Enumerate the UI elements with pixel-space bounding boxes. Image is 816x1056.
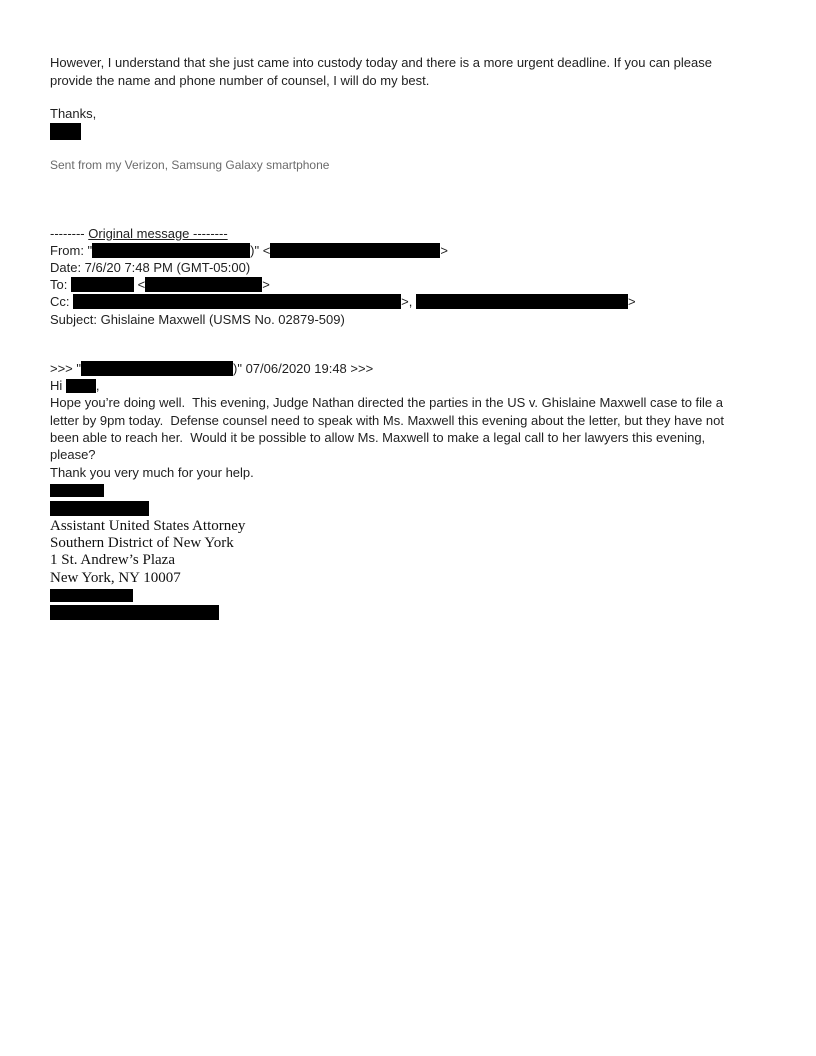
- attribution-prefix: >>> ": [50, 360, 82, 376]
- quote-attribution-line: [50, 360, 776, 377]
- body-line: been able to reach her. Would it be possible to allow Ms. Maxwell to make a legal call to her lawyers this evening,: [50, 429, 706, 445]
- from-separator: )" <: [250, 242, 271, 258]
- redaction-bar: [81, 361, 233, 376]
- subject-line: Subject: Ghislaine Maxwell (USMS No. 02879-509): [50, 311, 345, 327]
- redaction-bar: [66, 379, 96, 393]
- signature-line: Assistant United States Attorney: [50, 517, 246, 534]
- signature-line: 1 St. Andrew’s Plaza: [50, 552, 175, 569]
- redaction-bar: [73, 294, 401, 309]
- redaction-bar: [270, 243, 440, 258]
- date-line: Date: 7/6/20 7:48 PM (GMT-05:00): [50, 259, 251, 275]
- original-message-header: [50, 225, 776, 328]
- cc-separator: >,: [401, 294, 416, 310]
- divider-label: Original message --------: [88, 225, 228, 241]
- quoted-message: [50, 360, 776, 620]
- to-close: >: [262, 277, 270, 293]
- body-line: Hope you’re doing well. This evening, Judge Nathan directed the parties in the US v. Ghislaine Maxwell case to file a: [50, 395, 723, 411]
- body-line: letter by 9pm today. Defense counsel need to speak with Ms. Maxwell this evening about the letter, but they have not: [50, 412, 724, 428]
- divider-dashes: --------: [50, 225, 89, 241]
- signature-line: New York, NY 10007: [50, 569, 181, 586]
- redaction-bar: [416, 294, 628, 309]
- greeting-suffix: ,: [95, 378, 100, 394]
- paragraph-line: provide the name and phone number of counsel, I will do my best.: [50, 72, 430, 88]
- redaction-bar: [50, 501, 149, 516]
- from-close: >: [440, 242, 448, 258]
- signature-line: Southern District of New York: [50, 535, 234, 552]
- redaction-bar: [145, 277, 262, 292]
- redaction-bar: [50, 484, 104, 497]
- to-line: [50, 276, 776, 293]
- redaction-bar: [50, 589, 133, 602]
- closing-line: Thanks,: [50, 106, 97, 121]
- from-line: [50, 242, 776, 259]
- redaction-bar: [92, 243, 250, 258]
- attribution-suffix: )" 07/06/2020 19:48 >>>: [233, 360, 374, 376]
- signature-block: [50, 518, 776, 587]
- greeting-line: [50, 377, 776, 394]
- divider-line: [50, 225, 776, 242]
- top-message: [50, 54, 776, 173]
- redaction-bar: [50, 605, 219, 620]
- cc-label: Cc:: [50, 294, 74, 310]
- mobile-signature-line: Sent from my Verizon, Samsung Galaxy smartphone: [50, 157, 330, 172]
- cc-close: >: [627, 294, 636, 310]
- thanks-line: Thank you very much for your help.: [50, 464, 254, 480]
- to-label: To:: [50, 277, 71, 293]
- paragraph-line: However, I understand that she just came into custody today and there is a more urgent deadline. If you can please: [50, 55, 712, 70]
- redaction-bar: [50, 123, 81, 140]
- from-label: From: ": [50, 242, 93, 258]
- to-separator: <: [133, 277, 146, 293]
- redaction-bar: [71, 277, 134, 292]
- greeting-prefix: Hi: [50, 378, 66, 394]
- body-line: please?: [50, 447, 96, 463]
- cc-line: [50, 293, 776, 310]
